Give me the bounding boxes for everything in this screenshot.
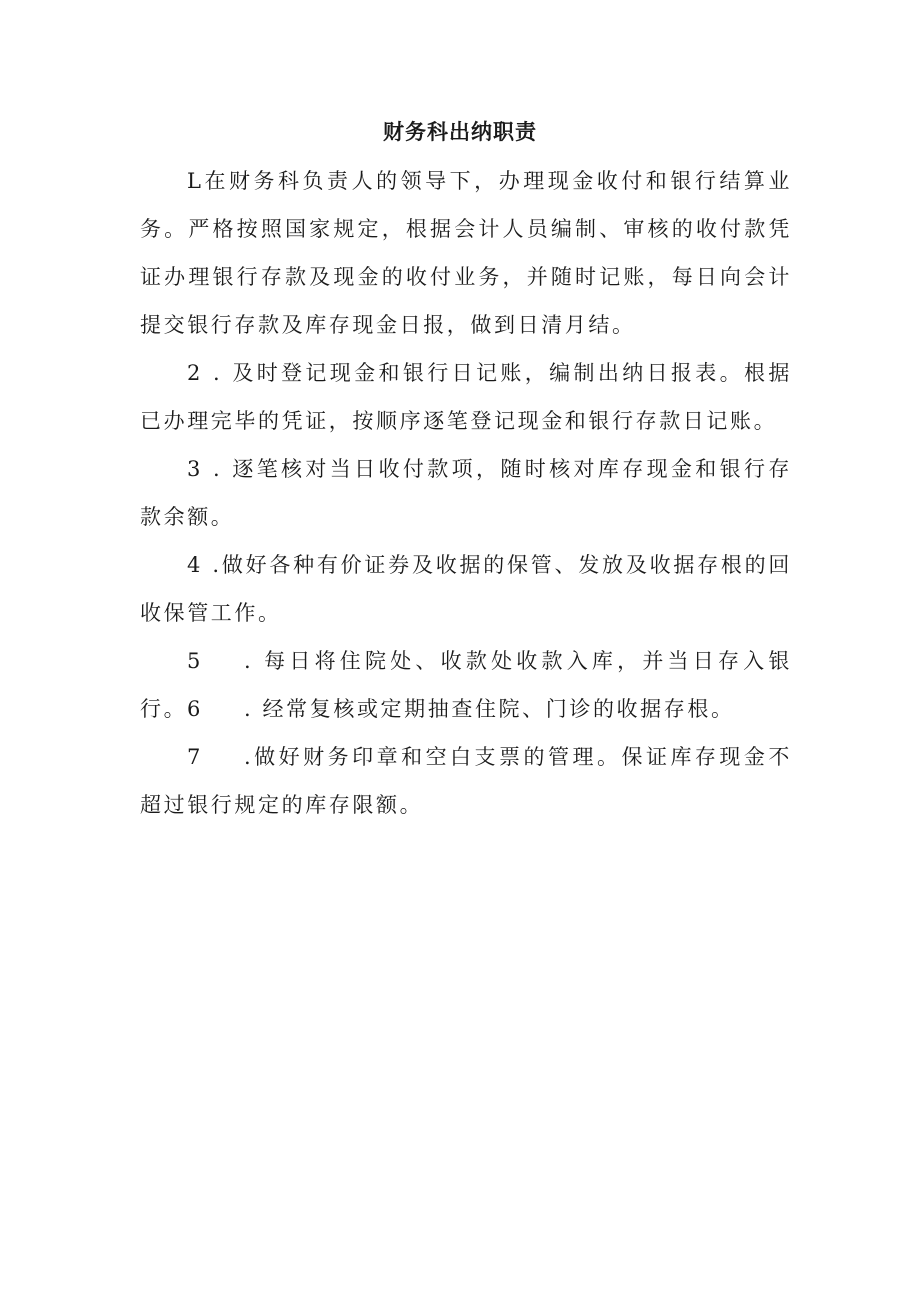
page-title: 财务科出纳职责: [383, 119, 537, 144]
item-number: 7: [187, 745, 203, 769]
item-number: 5: [187, 649, 203, 673]
item-text: . 每日将住院处、收款处收款入库，并当日存入银行。: [140, 649, 792, 721]
duty-item-2: [140, 349, 792, 445]
item-text: 在财务科负责人的领导下，办理现金收付和银行结算业务。严格按照国家规定，根据会计人员编制、审核的收付款凭证办理银行存款及现金的收付业务，并随时记账，每日向会计提交银行存款及库存现金日报，做到日清月结。: [140, 169, 792, 337]
duty-item-4: [140, 541, 792, 637]
duty-item-6: [140, 685, 792, 733]
item-number: L: [187, 169, 204, 193]
item-number: 2: [187, 361, 203, 385]
item-text: . 经常复核或定期抽查住院、门诊的收据存根。: [244, 697, 735, 721]
item-text: .做好财务印章和空白支票的管理。保证库存现金不超过银行规定的库存限额。: [140, 745, 792, 817]
duty-item-7: [140, 733, 792, 829]
duty-item-1: [140, 157, 792, 349]
item-number: 4: [187, 553, 203, 577]
duty-item-3: [140, 445, 792, 541]
item-text: . 及时登记现金和银行日记账，编制出纳日报表。根据已办理完毕的凭证，按顺序逐笔登记现金和银行存款日记账。: [140, 361, 792, 433]
item-number: 3: [187, 457, 203, 481]
item-text: .做好各种有价证券及收据的保管、发放及收据存根的回收保管工作。: [140, 553, 792, 625]
item-text: . 逐笔核对当日收付款项，随时核对库存现金和银行存款余额。: [140, 457, 792, 529]
item-number: 6: [187, 697, 203, 721]
